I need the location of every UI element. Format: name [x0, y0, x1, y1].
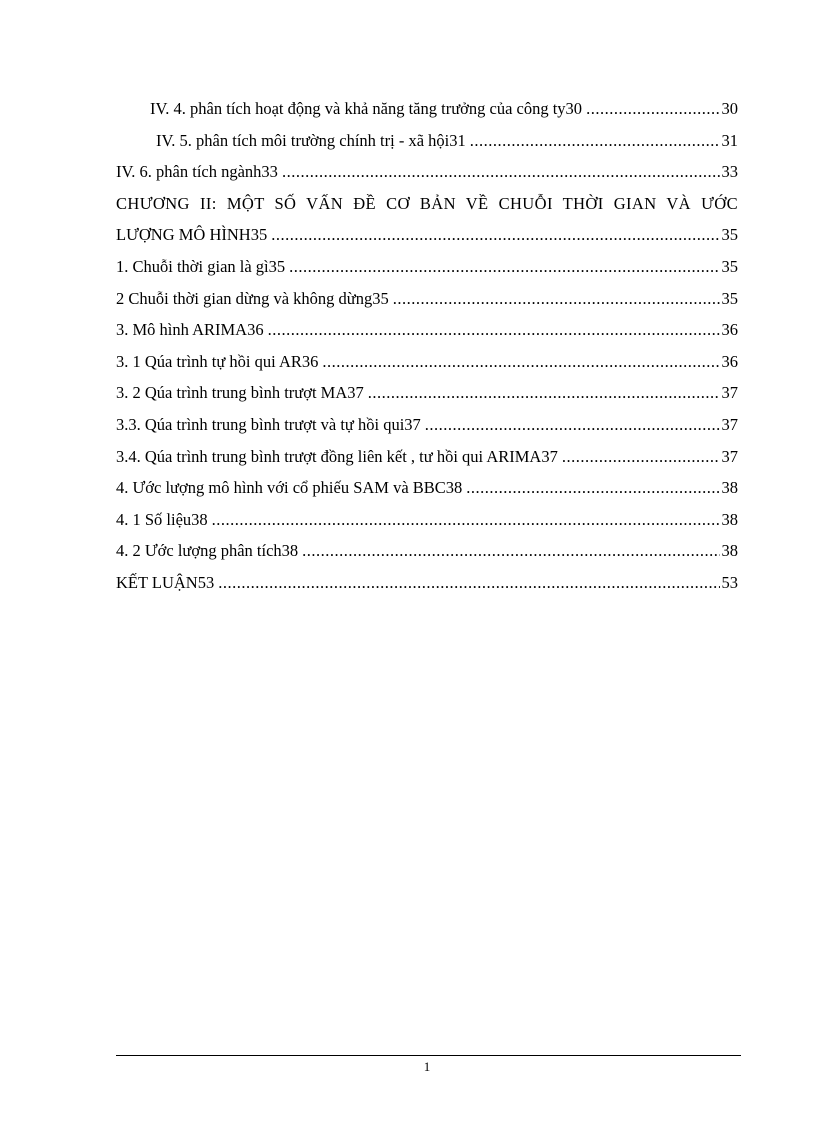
toc-entry-page: 36: [721, 320, 738, 340]
toc-dot-leader: [425, 409, 720, 441]
toc-entry[interactable]: [116, 409, 738, 441]
toc-entry-title: IV. 4. phân tích hoạt động và khả năng tăng trưởng của công ty30: [150, 99, 583, 118]
toc-entry-page: 38: [721, 478, 738, 498]
table-of-contents: [116, 93, 738, 599]
toc-entry-page: 35: [721, 256, 738, 276]
toc-dot-leader: [302, 535, 719, 567]
toc-dot-leader: [322, 346, 719, 378]
toc-entry[interactable]: [116, 377, 738, 409]
toc-entry-title: IV. 6. phân tích ngành33: [116, 162, 278, 182]
toc-dot-leader: [271, 219, 719, 251]
toc-entry-title: 4. 2 Ước lượng phân tích38: [116, 541, 299, 561]
toc-entry-page: 36: [721, 351, 738, 371]
toc-entry-title: KẾT LUẬN53: [116, 572, 215, 592]
toc-entry-title: IV. 5. phân tích môi trường chính trị - xã hội31: [156, 130, 466, 150]
toc-entry[interactable]: [116, 93, 738, 125]
toc-entry[interactable]: [116, 535, 738, 567]
toc-entry-page: 37: [721, 383, 738, 403]
toc-dot-leader: [268, 314, 720, 346]
toc-chapter-heading[interactable]: CHƯƠNG II: MỘT SỐ VẤN ĐỀ CƠ BẢN VỀ CHUỖI THỜI GIAN VÀ ƯỚC: [116, 193, 738, 213]
page-number: 1: [423, 1059, 431, 1074]
toc-entry-title: 3.3. Qúa trình trung bình trượt và tự hồi qui37: [116, 414, 421, 434]
toc-entry[interactable]: [116, 283, 738, 315]
toc-entry[interactable]: [116, 125, 738, 157]
toc-entry[interactable]: [116, 472, 738, 504]
toc-entry[interactable]: [116, 567, 738, 599]
toc-entry-page: 53: [721, 572, 738, 592]
toc-entry-page: 38: [721, 541, 738, 561]
toc-entry-title: 4. 1 Số liệu38: [116, 509, 208, 529]
toc-entry-title: 4. Ước lượng mô hình với cổ phiếu SAM và BBC38: [116, 478, 463, 498]
toc-entry-title: 3. Mô hình ARIMA36: [116, 320, 264, 340]
toc-entry[interactable]: [116, 156, 738, 188]
toc-entry[interactable]: [116, 314, 738, 346]
toc-entry-page: 35: [721, 288, 738, 308]
toc-entry-title: 3. 1 Qúa trình tự hồi qui AR36: [116, 351, 319, 371]
toc-entry-title: LƯỢNG MÔ HÌNH35: [116, 225, 268, 245]
toc-entry-title: 3. 2 Qúa trình trung bình trượt MA37: [116, 383, 364, 403]
toc-entry-title: 1. Chuỗi thời gian là gì35: [116, 256, 286, 276]
toc-dot-leader: [282, 156, 720, 188]
toc-entry-page: 37: [721, 414, 738, 434]
toc-dot-leader: [466, 472, 719, 504]
toc-entry-page: 31: [721, 130, 738, 150]
footer-divider: [116, 1055, 741, 1056]
toc-entry[interactable]: [116, 346, 738, 378]
toc-dot-leader: [289, 251, 719, 283]
toc-dot-leader: [562, 441, 720, 473]
toc-entry-page: 38: [721, 509, 738, 529]
toc-entry[interactable]: [116, 251, 738, 283]
toc-dot-leader: [368, 377, 720, 409]
toc-dot-leader: [586, 93, 719, 125]
toc-entry-page: 35: [721, 225, 738, 245]
toc-entry-page: 30: [721, 99, 738, 118]
toc-dot-leader: [212, 504, 720, 536]
toc-entry-page: 33: [721, 162, 738, 182]
toc-entry[interactable]: [116, 219, 738, 251]
toc-entry[interactable]: [116, 441, 738, 473]
toc-entry-title: 2 Chuỗi thời gian dừng và không dừng35: [116, 288, 389, 308]
toc-entry-page: 37: [721, 446, 738, 466]
toc-entry-title: 3.4. Qúa trình trung bình trượt đồng liên kết , tư hồi qui ARIMA37: [116, 446, 558, 466]
toc-dot-leader: [218, 567, 719, 599]
toc-entry[interactable]: [116, 504, 738, 536]
toc-dot-leader: [470, 125, 720, 157]
toc-dot-leader: [393, 283, 720, 315]
